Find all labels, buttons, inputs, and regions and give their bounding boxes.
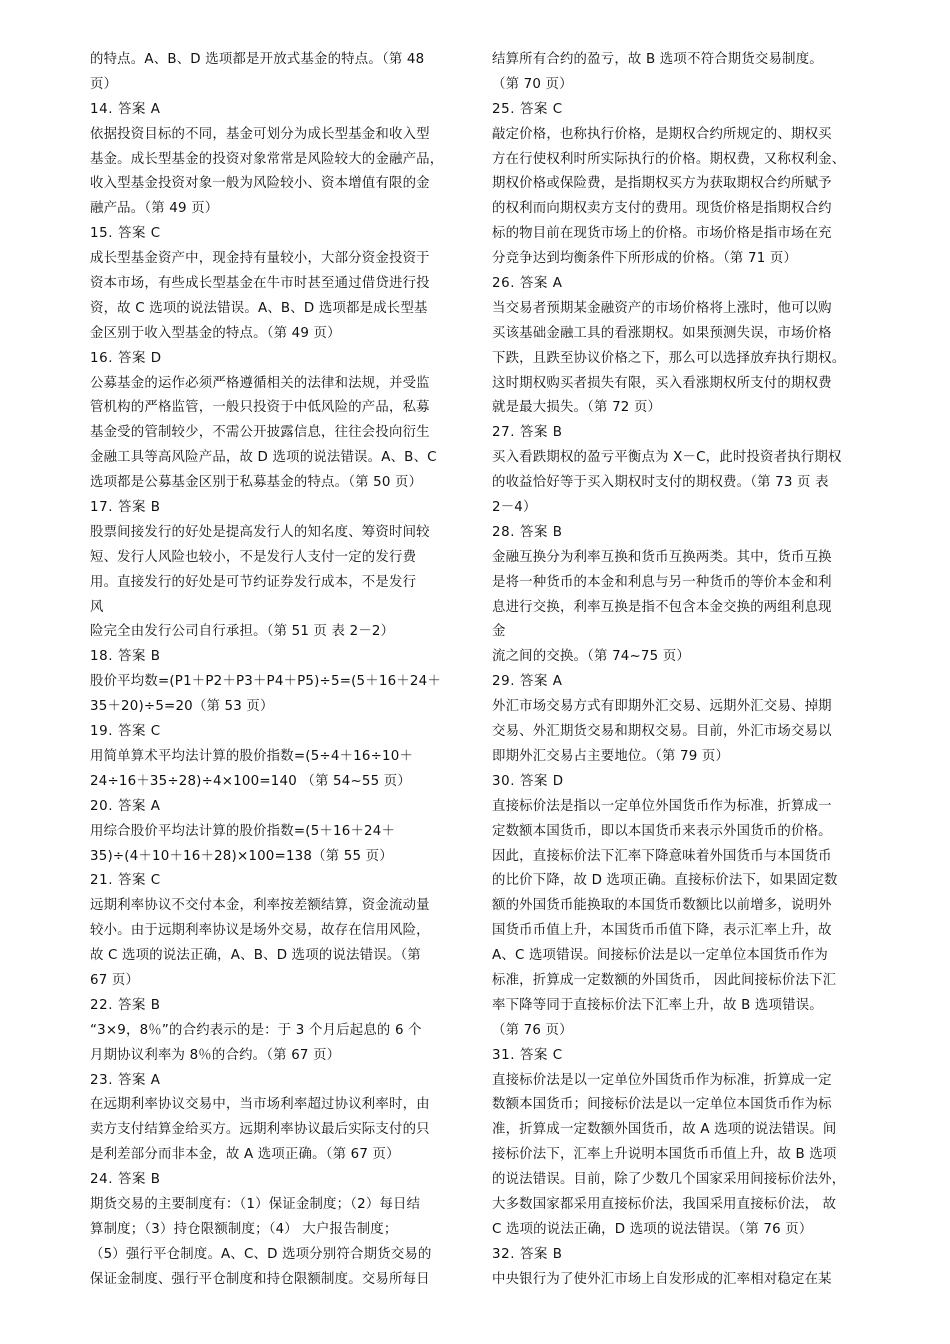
text-line: 基金受的管制较少，不需公开披露信息，往往会投向衍生 (90, 425, 430, 441)
text-line: 期权价格或保险费，是指期权买方为获取期权合约所赋予 (492, 176, 832, 192)
text-line: 在远期利率协议交易中，当市场利率超过协议利率时，由 (90, 1097, 430, 1113)
text-line: 买该基础金融工具的看涨期权。如果预测失误，市场价格 (492, 325, 832, 341)
text-line: （第 70 页） (492, 76, 573, 92)
answer-heading: 19. 答案 C (90, 724, 161, 740)
answer-heading: 18. 答案 B (90, 649, 161, 665)
text-line: 67 页） (90, 972, 140, 988)
text-line: 流之间的交换。（第 74~75 页） (492, 649, 691, 665)
text-line: 接标价法下，汇率上升说明本国货币币值上升，故 B 选项 (492, 1147, 837, 1163)
text-line: 股票间接发行的好处是提高发行人的知名度、筹资时间较 (90, 524, 430, 540)
text-line: 金 (492, 624, 506, 640)
text-line: 下跌，且跌至协议价格之下，那么可以选择放弃执行期权。 (492, 350, 846, 366)
text-line: 金融互换分为利率互换和货币互换两类。其中，货币互换 (492, 549, 832, 565)
text-line: 页） (90, 76, 118, 92)
text-line: （5）强行平仓制度。A、C、D 选项分别符合期货交易的 (90, 1246, 432, 1262)
text-line: 准，折算成一定数额外国货币，故 A 选项的说法错误。间 (492, 1122, 837, 1138)
text-line: 直接标价法是指以一定单位外国货币作为标准，折算成一 (492, 798, 832, 814)
text-line: 外汇市场交易方式有即期外汇交易、远期外汇交易、掉期 (492, 699, 832, 715)
text-line: 率下降等同于直接标价法下汇率上升，故 B 选项错误。 (492, 997, 823, 1013)
text-line: 算制度；（3）持仓限额制度；（4） 大户报告制度； (90, 1221, 398, 1237)
text-line: 因此，直接标价法下汇率下降意味着外国货币与本国货币 (492, 848, 832, 864)
text-line: 定数额本国货币，即以本国货币来表示外国货币的价格。 (492, 823, 832, 839)
text-line: 直接标价法是以一定单位外国货币作为标准，折算成一定 (492, 1072, 832, 1088)
text-line: 管机构的严格监管，一般只投资于中低风险的产品，私募 (90, 400, 430, 416)
text-line: 结算所有合约的盈亏，故 B 选项不符合期货交易制度。 (492, 52, 823, 67)
answer-heading: 29. 答案 A (492, 674, 563, 690)
text-line: 是利差部分而非本金，故 A 选项正确。（第 67 页） (90, 1147, 400, 1163)
answer-heading: 14. 答案 A (90, 101, 161, 117)
text-line: 的权利而向期权卖方支付的费用。现货价格是指期权合约 (492, 201, 832, 217)
text-line: 当交易者预期某金融资产的市场价格将上涨时，他可以购 (492, 300, 832, 316)
answer-heading: 16. 答案 D (90, 350, 162, 366)
answer-heading: 25. 答案 C (492, 101, 563, 117)
text-line: （第 76 页） (492, 1022, 573, 1038)
text-line: 金区别于收入型基金的特点。（第 49 页） (90, 325, 341, 341)
text-line: 息进行交换，利率互换是指不包含本金交换的两组利息现 (492, 599, 832, 615)
text-line: 大多数国家都采用直接标价法，我国采用直接标价法， 故 (492, 1196, 837, 1212)
text-line: A、C 选项错误。间接标价法是以一定单位本国货币作为 (492, 948, 828, 964)
text-line: 35)÷(4＋10＋16＋28)×100=138（第 55 页） (90, 848, 393, 864)
text-line: 期货交易的主要制度有：（1）保证金制度；（2）每日结 (90, 1196, 421, 1212)
text-line: 用简单算术平均法计算的股价指数=(5÷4＋16÷10＋ (90, 748, 414, 764)
text-line: 公募基金的运作必须严格遵循相关的法律和法规，并受监 (90, 375, 430, 391)
answer-heading: 31. 答案 C (492, 1047, 563, 1063)
answer-heading: 28. 答案 B (492, 524, 563, 540)
answer-heading: 15. 答案 C (90, 226, 161, 242)
text-line: 月期协议利率为 8％的合约。（第 67 页） (90, 1047, 341, 1063)
text-line: 的比价下降，故 D 选项正确。直接标价法下，如果固定数 (492, 873, 838, 889)
text-line: 2－4） (492, 500, 537, 516)
text-line: C 选项的说法正确，D 选项的说法错误。（第 76 页） (492, 1221, 813, 1237)
text-line: 中央银行为了使外汇市场上自发形成的汇率相对稳定在某 (492, 1271, 832, 1287)
text-line: 用综合股价平均法计算的股价指数=(5＋16＋24＋ (90, 823, 396, 839)
text-line: 这时期权购买者损失有限，买入看涨期权所支付的期权费 (492, 375, 832, 391)
text-line: 标的物目前在现货市场上的价格。市场价格是指市场在充 (492, 226, 832, 242)
text-line: 是将一种货币的本金和利息与另一种货币的等价本金和利 (492, 574, 832, 590)
text-line: 收入型基金投资对象一般为风险较小、资本增值有限的金 (90, 176, 430, 192)
text-line: 资，故 C 选项的说法错误。A、B、D 选项都是成长型基 (90, 300, 428, 316)
text-line: 股价平均数=(P1＋P2＋P3＋P4＋P5)÷5=(5＋16＋24＋ (90, 674, 441, 690)
text-line: 短、发行人风险也较小，不是发行人支付一定的发行费 (90, 549, 417, 565)
text-line: 的收益恰好等于买入期权时支付的期权费。（第 73 页 表 (492, 475, 829, 491)
answer-heading: 22. 答案 B (90, 997, 161, 1013)
text-line: 资本市场，有些成长型基金在牛市时甚至通过借贷进行投 (90, 276, 430, 292)
text-line: 保证金制度、强行平仓制度和持仓限额制度。交易所每日 (90, 1271, 430, 1287)
text-line: 依据投资目标的不同，基金可划分为成长型基金和收入型 (90, 126, 430, 142)
text-line: 金融工具等高风险产品，故 D 选项的说法错误。A、B、C (90, 450, 437, 466)
text-line: 买入看跌期权的盈亏平衡点为 X－C，此时投资者执行期权 (492, 450, 842, 466)
answer-heading: 26. 答案 A (492, 276, 563, 292)
text-line: 就是最大损失。（第 72 页） (492, 400, 662, 416)
text-line: 数额本国货币；间接标价法是以一定单位本国货币作为标 (492, 1097, 832, 1113)
text-line: 成长型基金资产中，现金持有量较小，大部分资金投资于 (90, 251, 430, 267)
text-line: “3×9，8％”的合约表示的是：于 3 个月后起息的 6 个 (90, 1022, 422, 1038)
text-line: 险完全由发行公司自行承担。（第 51 页 表 2－2） (90, 624, 395, 640)
answer-heading: 21. 答案 C (90, 873, 161, 889)
text-line: 35＋20)÷5=20（第 53 页） (90, 699, 274, 715)
answer-heading: 32. 答案 B (492, 1246, 563, 1262)
text-line: 故 C 选项的说法正确，A、B、D 选项的说法错误。（第 (90, 948, 421, 964)
text-line: 即期外汇交易占主要地位。（第 79 页） (492, 748, 730, 764)
text-line: 额的外国货币能换取的本国货币数额比以前增多，说明外 (492, 898, 832, 914)
answer-heading: 23. 答案 A (90, 1072, 161, 1088)
text-line: 24÷16＋35÷28)÷4×100=140 （第 54~55 页） (90, 773, 411, 789)
text-line: 远期利率协议不交付本金，利率按差额结算，资金流动量 (90, 898, 430, 914)
text-line: 交易、外汇期货交易和期权交易。目前，外汇市场交易以 (492, 724, 832, 740)
text-line: 的特点。A、B、D 选项都是开放式基金的特点。（第 48 (90, 52, 425, 67)
text-line: 标准，折算成一定数额的外国货币， 因此间接标价法下汇 (492, 972, 837, 988)
answer-heading: 27. 答案 B (492, 425, 563, 441)
answer-heading: 24. 答案 B (90, 1172, 161, 1188)
text-line: 方在行使权利时所实际执行的价格。期权费，又称权利金、 (492, 151, 846, 167)
text-line: 国货币币值上升，本国货币币值下降，表示汇率上升，故 (492, 923, 832, 939)
text-line: 基金。成长型基金的投资对象常常是风险较大的金融产品， (90, 151, 444, 167)
text-line: 用。直接发行的好处是可节约证券发行成本，不是发行 (90, 574, 417, 590)
text-line: 卖方支付结算金给买方。远期利率协议最后实际支付的只 (90, 1122, 430, 1138)
answer-heading: 30. 答案 D (492, 773, 564, 789)
answer-heading: 20. 答案 A (90, 798, 161, 814)
text-line: 融产品。（第 49 页） (90, 201, 219, 217)
text-line: 的说法错误。目前，除了少数几个国家采用间接标价法外， (492, 1172, 846, 1188)
right-column (492, 48, 864, 1293)
text-line: 风 (90, 599, 104, 615)
text-line: 较小。由于远期利率协议是场外交易，故存在信用风险， (90, 923, 430, 939)
left-column (90, 48, 462, 1293)
text-line: 分竞争达到均衡条件下所形成的价格。（第 71 页） (492, 251, 798, 267)
answer-heading: 17. 答案 B (90, 500, 161, 516)
text-line: 敲定价格，也称执行价格，是期权合约所规定的、期权买 (492, 126, 832, 142)
text-line: 选项都是公募基金区别于私募基金的特点。（第 50 页） (90, 475, 423, 491)
